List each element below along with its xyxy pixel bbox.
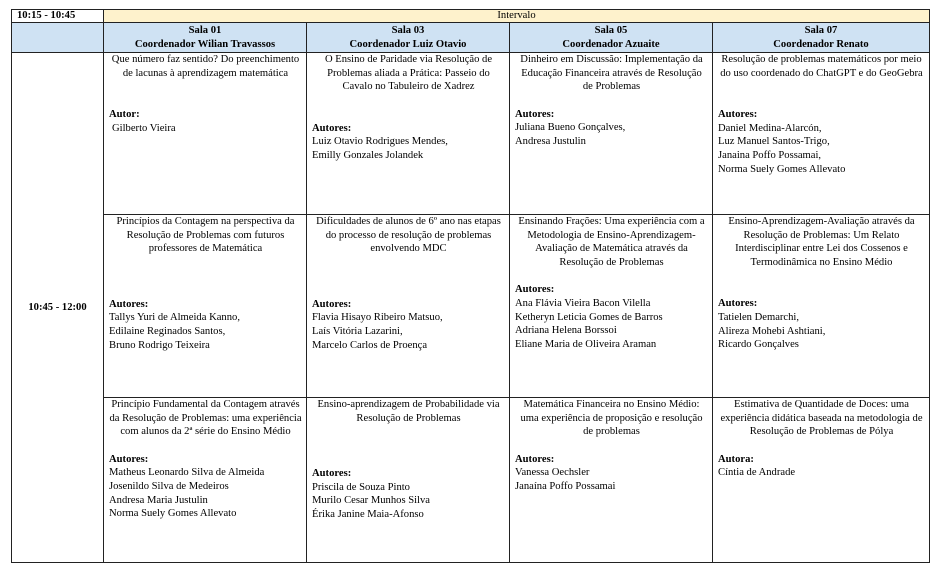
interval-time: 10:15 - 10:45 [12, 10, 104, 23]
presentation-cell [713, 398, 930, 563]
room-coordinator: Coordenador Azuaite [562, 38, 660, 50]
author-name: Adriana Helena Borssoi [515, 325, 617, 337]
session-time: 10:45 - 12:00 [12, 53, 104, 563]
author-name: Murilo Cesar Munhos Silva [312, 495, 431, 507]
author-name: Alireza Mohebi Ashtiani, [718, 325, 826, 337]
session-row [12, 53, 930, 215]
authors-label: Autor: [109, 109, 140, 121]
room-name: Sala 05 [594, 24, 628, 36]
author-name: Norma Suely Gomes Allevato [109, 508, 237, 520]
author-name: Emilly Gonzales Jolandek [312, 149, 424, 161]
author-name: Janaina Poffo Possamai, [718, 149, 822, 161]
author-name: Ana Flávia Vieira Bacon Vilella [515, 297, 651, 309]
author-name: Andresa Maria Justulin [109, 494, 208, 506]
author-name: Bruno Rodrigo Teixeira [109, 339, 210, 351]
authors-label: Autores: [312, 298, 352, 310]
author-name: Janaína Poffo Possamai [515, 480, 616, 492]
authors-label: Autores: [718, 298, 758, 310]
room-coordinator: Coordenador Wilian Travassos [134, 38, 276, 50]
authors-label: Autora: [718, 453, 754, 465]
room-coordinator: Coordenador Luiz Otavio [349, 38, 467, 50]
authors-label: Autores: [109, 298, 149, 310]
room-header [104, 23, 307, 53]
presentation-title: Que número faz sentido? Do preenchimento de lacunas à aprendizagem matemática [111, 54, 300, 79]
presentation-cell [510, 53, 713, 215]
author-name: Vanessa Oechsler [515, 467, 590, 479]
author-name: Matheus Leonardo Silva de Almeida [109, 467, 265, 479]
author-name: Luiz Otavio Rodrigues Mendes, [312, 136, 448, 148]
authors-label: Autores: [515, 108, 555, 120]
author-name: Norma Suely Gomes Allevato [718, 163, 846, 175]
author-name: Edilaine Reginados Santos, [109, 325, 226, 337]
presentation-title: O Ensino de Paridade via Resolução de Problemas aliada a Prática: Passeio do Cavalo no Tabuleiro de Xadrez [324, 54, 493, 93]
room-coordinator: Coordenador Renato [773, 38, 869, 50]
authors-label: Autores: [312, 468, 352, 480]
presentation-title: Resolução de problemas matemáticos por meio do uso coordenado do ChatGPT e do GeoGebra [720, 54, 923, 79]
presentation-title: Ensinando Frações: Uma experiência com a Metodologia de Ensino-Aprendizagem-Avaliação de Matemática através da Resolução de Problemas [518, 216, 705, 268]
author-name: Andresa Justulin [515, 135, 586, 147]
author-name: Gilberto Vieira [112, 122, 176, 134]
author-name: Daniel Medina-Alarcón, [718, 122, 822, 134]
author-name: Marcelo Carlos de Proença [312, 339, 428, 351]
schedule-table [11, 9, 930, 563]
author-name: Érika Janine Maia-Afonso [312, 508, 424, 520]
author-name: Priscila de Souza Pinto [312, 481, 410, 493]
session-row [12, 398, 930, 563]
presentation-cell [307, 215, 510, 398]
author-name: Eliane Maria de Oliveira Araman [515, 338, 657, 350]
room-header-row [12, 23, 930, 53]
presentation-cell [104, 53, 307, 215]
room-header [510, 23, 713, 53]
author-name: Josenildo Silva de Medeiros [109, 480, 229, 492]
session-row [12, 215, 930, 398]
room-name: Sala 01 [188, 24, 222, 36]
room-header [307, 23, 510, 53]
presentation-title: Ensino-Aprendizagem-Avaliação através da Resolução de Problemas: Um Relato Interdisciplinar entre Lei dos Cossenos e Termodinâmica no Ensino Médio [728, 216, 915, 268]
interval-row [12, 10, 930, 23]
author-name: Tallys Yuri de Almeida Kanno, [109, 312, 240, 324]
author-name: Ricardo Gonçalves [718, 339, 799, 351]
interval-label: Intervalo [104, 10, 930, 23]
presentation-cell [307, 53, 510, 215]
presentation-cell [307, 398, 510, 563]
author-name: Luz Manuel Santos-Trigo, [718, 136, 830, 148]
presentation-title: Ensino-aprendizagem de Probabilidade via Resolução de Problemas [317, 399, 500, 424]
header-blank-cell [12, 23, 104, 53]
presentation-title: Dinheiro em Discussão: Implementação da Educação Financeira através de Resolução de Problemas [520, 54, 703, 93]
presentation-cell [713, 215, 930, 398]
author-name: Cíntia de Andrade [718, 467, 796, 479]
room-name: Sala 07 [804, 24, 838, 36]
authors-label: Autores: [718, 109, 758, 121]
room-name: Sala 03 [391, 24, 425, 36]
presentation-title: Matemática Financeira no Ensino Médio: uma experiência de proposição e resolução de problemas [520, 399, 703, 438]
authors-label: Autores: [515, 284, 555, 296]
presentation-title: Princípio Fundamental da Contagem através da Resolução de Problemas: uma experiência com alunos da 2ª série do Ensino Médio [109, 399, 302, 438]
author-name: Tatielen Demarchi, [718, 311, 800, 323]
presentation-cell [104, 398, 307, 563]
author-name: Flavia Hisayo Ribeiro Matsuo, [312, 312, 443, 324]
authors-label: Autores: [515, 453, 555, 465]
presentation-title: Dificuldades de alunos de 6º ano nas etapas do processo de resolução de problemas envolvendo MDC [316, 216, 501, 255]
presentation-title: Estimativa de Quantidade de Doces: uma experiência didática baseada na metodologia de Resolução de Problemas de Pólya [720, 399, 923, 438]
presentation-cell [510, 398, 713, 563]
presentation-cell [104, 215, 307, 398]
presentation-cell [510, 215, 713, 398]
author-name: Laís Vitória Lazarini, [312, 325, 403, 337]
author-name: Juliana Bueno Gonçalves, [515, 122, 626, 134]
presentation-title: Princípios da Contagem na perspectiva da Resolução de Problemas com futuros professores de Matemática [116, 216, 295, 255]
presentation-cell [713, 53, 930, 215]
room-header [713, 23, 930, 53]
authors-label: Autores: [109, 453, 149, 465]
authors-label: Autores: [312, 122, 352, 134]
author-name: Ketheryn Leticia Gomes de Barros [515, 311, 663, 323]
